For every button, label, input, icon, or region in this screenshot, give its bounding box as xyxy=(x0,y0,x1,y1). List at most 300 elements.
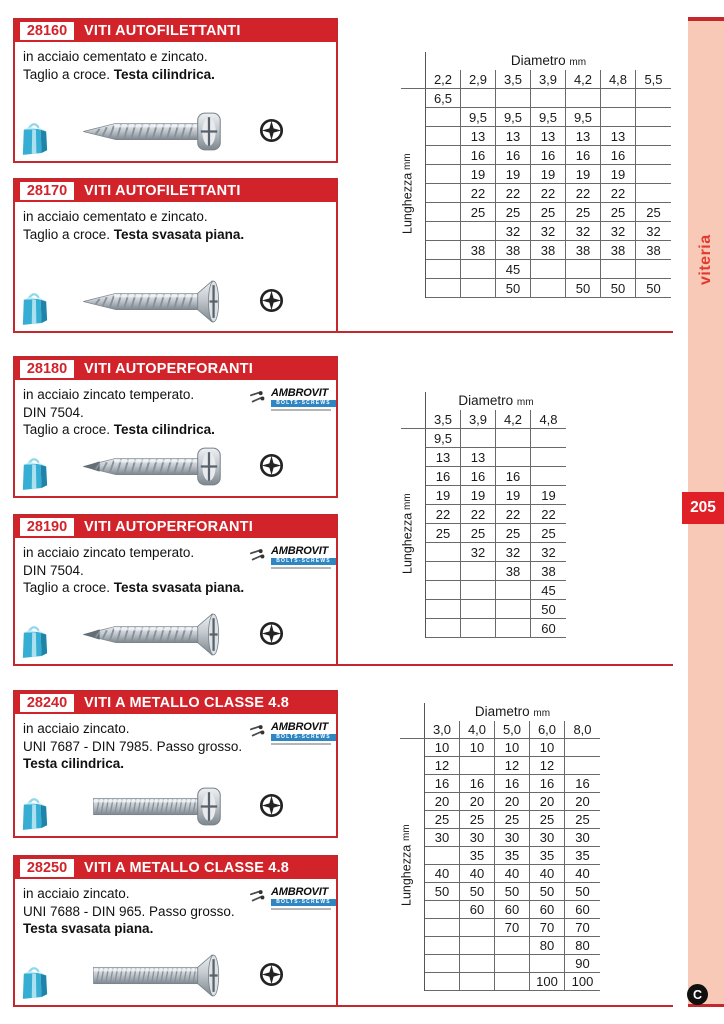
table-row xyxy=(426,260,671,279)
brand-tagline xyxy=(271,409,331,411)
table-cell xyxy=(425,955,460,973)
description-line: in acciaio cementato e zincato. xyxy=(23,209,208,224)
product-code: 28170 xyxy=(20,182,74,200)
table-cell: 25 xyxy=(566,203,601,222)
package-icon xyxy=(21,796,49,832)
table-cell: 25 xyxy=(530,811,565,829)
table-cell: 32 xyxy=(496,543,531,562)
product-code: 28190 xyxy=(20,518,74,536)
table-row xyxy=(426,89,671,108)
table-cell xyxy=(531,260,566,279)
column-header: 3,9 xyxy=(461,410,496,429)
table-cell xyxy=(461,260,496,279)
table-cell xyxy=(460,757,495,775)
table-row xyxy=(425,847,600,865)
table-header-row xyxy=(425,721,600,739)
table-cell xyxy=(496,581,531,600)
table-cell xyxy=(461,581,496,600)
table-row-axis-label: Lunghezza mm xyxy=(400,492,415,575)
table-cell: 30 xyxy=(530,829,565,847)
table-cell: 6,5 xyxy=(426,89,461,108)
column-header: 3,5 xyxy=(496,70,531,89)
table-cell: 35 xyxy=(565,847,600,865)
table-cell: 19 xyxy=(601,165,636,184)
table-cell xyxy=(496,429,531,448)
table-cell xyxy=(461,89,496,108)
table-cell xyxy=(636,165,671,184)
table-row xyxy=(425,739,600,757)
table-cell: 50 xyxy=(636,279,671,298)
table-cell: 60 xyxy=(460,901,495,919)
table-cell: 25 xyxy=(461,524,496,543)
brand-name: AMBROVIT xyxy=(271,387,329,399)
table-row xyxy=(426,184,671,203)
table-cell: 9,5 xyxy=(531,108,566,127)
table-cell: 70 xyxy=(530,919,565,937)
product-section xyxy=(13,178,338,333)
table-cell: 19 xyxy=(461,165,496,184)
table-row xyxy=(425,865,600,883)
table-cell: 22 xyxy=(601,184,636,203)
size-table xyxy=(400,392,566,638)
brand-screws-icon xyxy=(248,548,268,564)
table-cell: 25 xyxy=(426,524,461,543)
table-cell: 40 xyxy=(460,865,495,883)
table-cell xyxy=(495,937,530,955)
table-cell: 13 xyxy=(461,127,496,146)
table-row xyxy=(426,505,566,524)
table-cell: 13 xyxy=(496,127,531,146)
table-cell xyxy=(565,757,600,775)
table-cell xyxy=(426,600,461,619)
table-row xyxy=(425,829,600,847)
table-row xyxy=(426,448,566,467)
table-cell: 38 xyxy=(496,562,531,581)
brand-screws-icon xyxy=(248,889,268,905)
table-row xyxy=(426,127,671,146)
section-separator xyxy=(338,1005,673,1007)
table-cell: 50 xyxy=(460,883,495,901)
table-cell: 35 xyxy=(460,847,495,865)
product-title: VITI AUTOPERFORANTI xyxy=(84,519,253,535)
table-cell: 16 xyxy=(425,775,460,793)
table-cell xyxy=(426,279,461,298)
description-line: in acciaio zincato. xyxy=(23,721,130,736)
table-cell: 13 xyxy=(566,127,601,146)
package-icon xyxy=(21,121,49,157)
table-cell xyxy=(461,222,496,241)
table-cell: 22 xyxy=(566,184,601,203)
table-cell: 16 xyxy=(460,775,495,793)
table-cell: 50 xyxy=(495,883,530,901)
table-cell: 60 xyxy=(495,901,530,919)
column-header: 3,9 xyxy=(531,70,566,89)
table-cell xyxy=(426,581,461,600)
ambrovit-logo xyxy=(248,546,336,569)
product-header xyxy=(15,692,336,714)
table-cell: 50 xyxy=(425,883,460,901)
brand-name: AMBROVIT xyxy=(271,886,329,898)
brand-tagline xyxy=(271,908,331,910)
table-row xyxy=(426,562,566,581)
table-cell: 40 xyxy=(530,865,565,883)
table-cell xyxy=(566,89,601,108)
page-number-badge: 205 xyxy=(682,492,724,524)
description-line: DIN 7504. xyxy=(23,404,84,420)
table-cell: 32 xyxy=(566,222,601,241)
table-cell xyxy=(496,600,531,619)
table-cell xyxy=(531,448,566,467)
table-cell xyxy=(426,222,461,241)
table-cell: 12 xyxy=(495,757,530,775)
product-title: VITI AUTOFILETTANTI xyxy=(84,183,241,199)
table-cell: 25 xyxy=(636,203,671,222)
table-cell: 12 xyxy=(425,757,460,775)
table-cell: 25 xyxy=(496,203,531,222)
table-row xyxy=(426,619,566,638)
description-line: Testa cilindrica. xyxy=(23,756,125,771)
table-cell xyxy=(636,146,671,165)
table-cell: 16 xyxy=(565,775,600,793)
table-row xyxy=(426,543,566,562)
table-cell: 19 xyxy=(531,486,566,505)
table-cell: 100 xyxy=(530,973,565,991)
table-cell: 50 xyxy=(530,883,565,901)
table-row xyxy=(426,600,566,619)
description-line: Taglio a croce. Testa svasata piana. xyxy=(23,580,245,595)
sidebar-top-line xyxy=(688,17,724,21)
table-cell: 30 xyxy=(495,829,530,847)
table-cell: 22 xyxy=(426,505,461,524)
product-section xyxy=(13,855,338,1007)
ambrovit-logo xyxy=(248,722,336,745)
table-cell: 50 xyxy=(496,279,531,298)
table-cell xyxy=(426,108,461,127)
table-cell: 16 xyxy=(496,467,531,486)
table-cell xyxy=(496,619,531,638)
table-cell: 10 xyxy=(495,739,530,757)
table-cell: 25 xyxy=(496,524,531,543)
product-section xyxy=(13,356,338,498)
table-row xyxy=(425,757,600,775)
table-cell xyxy=(496,89,531,108)
table-cell xyxy=(566,260,601,279)
column-header: 4,0 xyxy=(460,721,495,739)
table-cell: 38 xyxy=(496,241,531,260)
table-cell xyxy=(426,562,461,581)
table-cell xyxy=(426,127,461,146)
table-cell: 50 xyxy=(566,279,601,298)
table-cell: 16 xyxy=(495,775,530,793)
table-cell: 38 xyxy=(531,241,566,260)
column-header: 4,2 xyxy=(566,70,601,89)
table-cell: 38 xyxy=(531,562,566,581)
product-description xyxy=(23,208,332,243)
brand-screws-icon xyxy=(248,724,268,740)
size-table xyxy=(399,703,600,991)
table-cell: 20 xyxy=(495,793,530,811)
publisher-logo-icon: C xyxy=(687,984,708,1005)
table-row xyxy=(426,203,671,222)
product-section xyxy=(13,690,338,838)
table-cell xyxy=(425,901,460,919)
table-cell: 30 xyxy=(425,829,460,847)
table-cell xyxy=(425,919,460,937)
table-header-row xyxy=(426,410,566,429)
table-cell xyxy=(425,973,460,991)
package-icon xyxy=(21,291,49,327)
table-cell xyxy=(461,619,496,638)
column-header: 4,8 xyxy=(601,70,636,89)
table-cell: 9,5 xyxy=(566,108,601,127)
table-cell: 80 xyxy=(530,937,565,955)
table-cell xyxy=(425,937,460,955)
table-row xyxy=(425,955,600,973)
table-cell xyxy=(460,955,495,973)
table-cell xyxy=(495,973,530,991)
table-cell: 16 xyxy=(566,146,601,165)
table-cell: 50 xyxy=(601,279,636,298)
table-cell: 16 xyxy=(601,146,636,165)
size-table xyxy=(400,52,671,298)
table-cell: 25 xyxy=(531,203,566,222)
table-cell: 60 xyxy=(531,619,566,638)
description-line: in acciaio cementato e zincato. xyxy=(23,49,208,64)
description-line: Testa svasata piana. xyxy=(23,921,154,936)
screw-image xyxy=(75,278,251,325)
column-header: 4,8 xyxy=(531,410,566,429)
description-line: DIN 7504. xyxy=(23,562,84,578)
ambrovit-logo xyxy=(248,887,336,910)
brand-subtitle: BOLTS-SCREWS xyxy=(271,558,336,565)
table-row xyxy=(426,222,671,241)
table-row xyxy=(425,937,600,955)
table-cell: 40 xyxy=(565,865,600,883)
product-description xyxy=(23,48,332,83)
table-cell: 22 xyxy=(496,505,531,524)
table-row xyxy=(426,524,566,543)
brand-subtitle: BOLTS-SCREWS xyxy=(271,400,336,407)
table-cell: 70 xyxy=(495,919,530,937)
table-cell: 45 xyxy=(531,581,566,600)
table-row xyxy=(426,146,671,165)
table-cell: 25 xyxy=(565,811,600,829)
table-title: Diametro mm xyxy=(510,53,587,68)
table-cell: 16 xyxy=(426,467,461,486)
table-cell xyxy=(531,467,566,486)
table-cell xyxy=(531,279,566,298)
table-cell: 40 xyxy=(495,865,530,883)
table-cell xyxy=(531,89,566,108)
product-section xyxy=(13,514,338,666)
table-cell: 32 xyxy=(531,543,566,562)
table-cell xyxy=(461,279,496,298)
table-cell: 22 xyxy=(461,505,496,524)
table-cell: 32 xyxy=(461,543,496,562)
table-cell xyxy=(495,955,530,973)
table-cell: 9,5 xyxy=(461,108,496,127)
table-row xyxy=(426,165,671,184)
brand-tagline xyxy=(271,743,331,745)
table-cell: 19 xyxy=(496,486,531,505)
description-line: in acciaio zincato temperato. xyxy=(23,545,195,560)
table-cell xyxy=(426,184,461,203)
table-row xyxy=(426,241,671,260)
phillips-cross-icon xyxy=(259,118,284,143)
table-row xyxy=(425,901,600,919)
table-cell xyxy=(636,108,671,127)
package-icon xyxy=(21,624,49,660)
table-cell: 60 xyxy=(530,901,565,919)
table-row xyxy=(425,811,600,829)
table-row xyxy=(425,883,600,901)
table-header-row xyxy=(426,70,671,89)
product-header xyxy=(15,516,336,538)
table-cell: 25 xyxy=(460,811,495,829)
column-header: 3,0 xyxy=(425,721,460,739)
table-cell: 40 xyxy=(425,865,460,883)
table-cell: 13 xyxy=(531,127,566,146)
table-row xyxy=(426,581,566,600)
table-cell: 60 xyxy=(565,901,600,919)
table-cell: 10 xyxy=(460,739,495,757)
table-cell: 50 xyxy=(565,883,600,901)
column-header: 8,0 xyxy=(565,721,600,739)
table-cell: 25 xyxy=(461,203,496,222)
table-cell xyxy=(531,429,566,448)
package-icon xyxy=(21,965,49,1001)
table-cell: 16 xyxy=(461,146,496,165)
phillips-cross-icon xyxy=(259,621,284,646)
table-cell: 32 xyxy=(601,222,636,241)
table-cell: 10 xyxy=(425,739,460,757)
table-cell: 19 xyxy=(461,486,496,505)
screw-image xyxy=(75,952,251,999)
table-cell: 22 xyxy=(496,184,531,203)
table-row xyxy=(425,775,600,793)
column-header: 6,0 xyxy=(530,721,565,739)
brand-tagline xyxy=(271,567,331,569)
table-cell: 22 xyxy=(531,184,566,203)
table-row-axis-label: Lunghezza mm xyxy=(400,152,415,235)
table-cell: 13 xyxy=(461,448,496,467)
brand-screws-icon xyxy=(248,390,268,406)
table-title: Diametro mm xyxy=(458,393,534,408)
table-cell: 70 xyxy=(565,919,600,937)
table-row xyxy=(426,429,566,448)
table-cell xyxy=(426,241,461,260)
section-separator xyxy=(338,664,673,666)
table-cell: 9,5 xyxy=(496,108,531,127)
table-cell: 100 xyxy=(565,973,600,991)
table-cell xyxy=(461,600,496,619)
brand-subtitle: BOLTS-SCREWS xyxy=(271,734,336,741)
table-row xyxy=(426,279,671,298)
section-separator xyxy=(338,331,673,333)
product-header xyxy=(15,20,336,42)
phillips-cross-icon xyxy=(259,288,284,313)
brand-name: AMBROVIT xyxy=(271,721,329,733)
description-line: Taglio a croce. Testa svasata piana. xyxy=(23,226,245,242)
column-header: 2,9 xyxy=(461,70,496,89)
table-cell: 19 xyxy=(566,165,601,184)
table-cell xyxy=(426,543,461,562)
table-cell xyxy=(425,847,460,865)
description-line: UNI 7688 - DIN 965. Passo grosso. xyxy=(23,903,235,919)
product-header xyxy=(15,358,336,380)
table-cell: 12 xyxy=(530,757,565,775)
product-code: 28240 xyxy=(20,694,74,712)
table-cell: 20 xyxy=(425,793,460,811)
product-code: 28180 xyxy=(20,360,74,378)
table-cell xyxy=(636,127,671,146)
table-cell: 20 xyxy=(565,793,600,811)
product-code: 28250 xyxy=(20,859,74,877)
product-code: 28160 xyxy=(20,22,74,40)
table-cell xyxy=(636,260,671,279)
table-cell xyxy=(601,108,636,127)
table-cell xyxy=(426,619,461,638)
table-cell: 32 xyxy=(531,222,566,241)
table-cell xyxy=(460,973,495,991)
table-cell: 20 xyxy=(460,793,495,811)
table-cell: 22 xyxy=(461,184,496,203)
table-cell: 38 xyxy=(601,241,636,260)
table-cell: 22 xyxy=(531,505,566,524)
table-cell xyxy=(636,184,671,203)
product-header xyxy=(15,857,336,879)
table-cell: 13 xyxy=(601,127,636,146)
table-cell xyxy=(496,448,531,467)
table-cell xyxy=(636,89,671,108)
table-cell: 35 xyxy=(495,847,530,865)
table-cell xyxy=(460,919,495,937)
table-row xyxy=(425,919,600,937)
table-cell: 16 xyxy=(531,146,566,165)
product-title: VITI A METALLO CLASSE 4.8 xyxy=(84,860,290,876)
table-cell: 38 xyxy=(566,241,601,260)
table-cell xyxy=(530,955,565,973)
table-row-axis-label: Lunghezza mm xyxy=(399,824,414,906)
table-title: Diametro mm xyxy=(474,704,551,719)
phillips-cross-icon xyxy=(259,453,284,478)
description-line: UNI 7687 - DIN 7985. Passo grosso. xyxy=(23,738,243,754)
brand-subtitle: BOLTS-SCREWS xyxy=(271,899,336,906)
table-cell xyxy=(601,89,636,108)
table-cell xyxy=(426,165,461,184)
table-cell: 25 xyxy=(601,203,636,222)
table-cell xyxy=(460,937,495,955)
column-header: 5,0 xyxy=(495,721,530,739)
table-cell xyxy=(426,260,461,279)
table-cell: 19 xyxy=(531,165,566,184)
table-cell: 30 xyxy=(460,829,495,847)
table-cell: 80 xyxy=(565,937,600,955)
screw-image xyxy=(75,611,251,658)
column-header: 4,2 xyxy=(496,410,531,429)
table-cell xyxy=(601,260,636,279)
table-cell: 38 xyxy=(461,241,496,260)
description-line: Taglio a croce. Testa cilindrica. xyxy=(23,422,215,437)
table-cell: 25 xyxy=(425,811,460,829)
table-cell: 50 xyxy=(531,600,566,619)
sidebar-category-label: viteria xyxy=(697,234,714,285)
screw-image xyxy=(75,108,251,155)
table-cell: 16 xyxy=(496,146,531,165)
column-header: 3,5 xyxy=(426,410,461,429)
table-cell: 16 xyxy=(530,775,565,793)
phillips-cross-icon xyxy=(259,793,284,818)
